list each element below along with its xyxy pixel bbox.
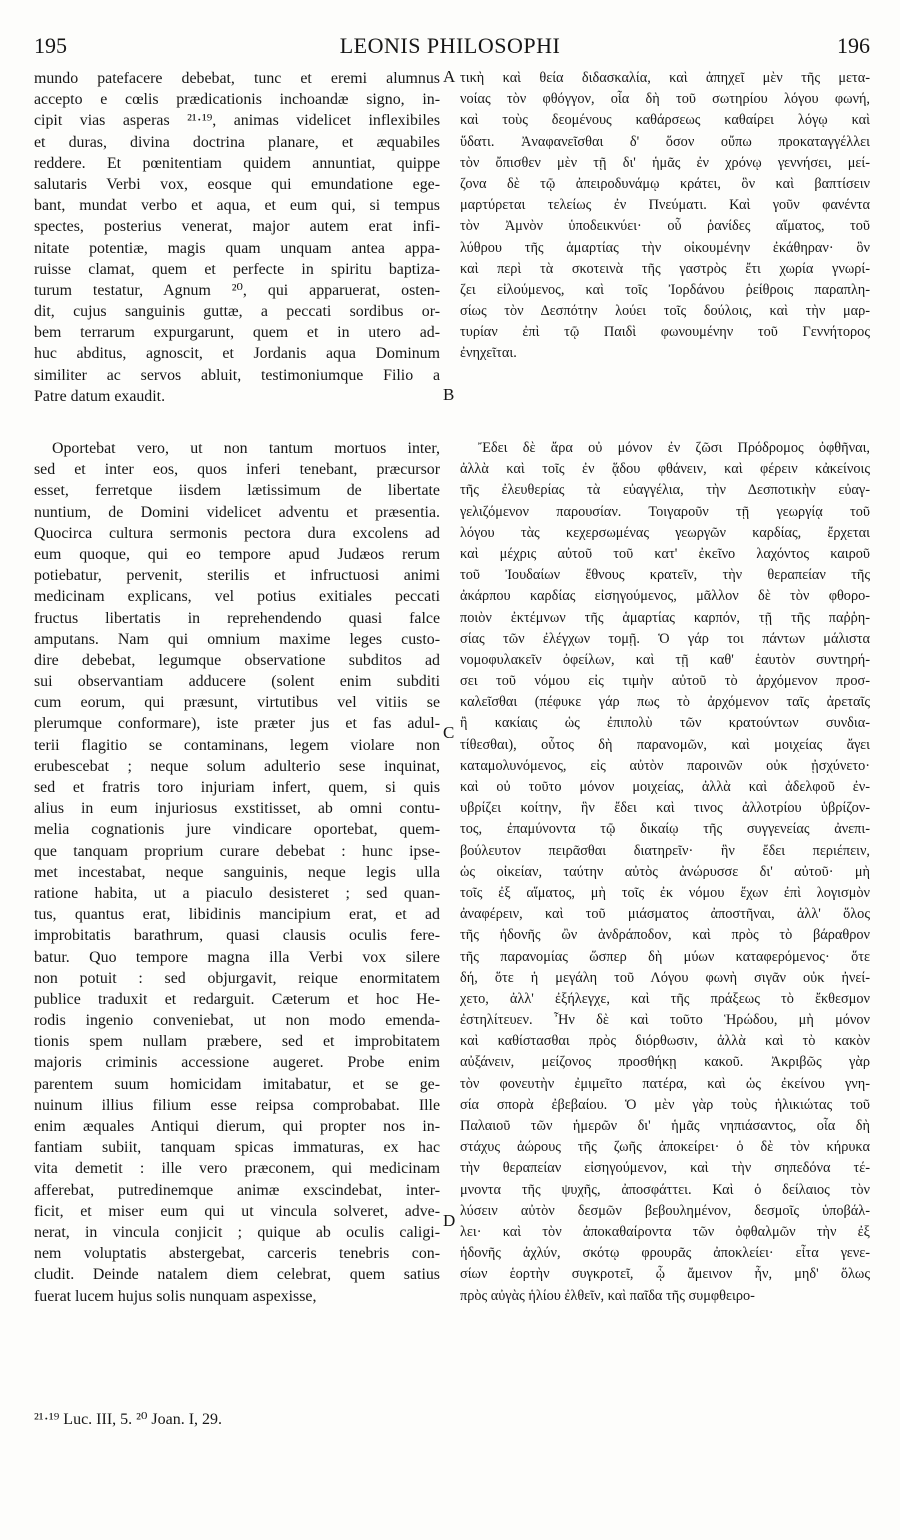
text-line: ὕδατι. Ἀναφανεῖσθαι δ' ὅσον οὔπω προκαταγγέλλει <box>460 133 870 150</box>
text-line: eum quoque, qui eo tempore apud Judæos rerum <box>34 545 440 563</box>
text-line: δή, ὅτε ἡ μεγάλη τοῦ Λόγου φωνὴ σιγᾶν οὐκ ἠνεί- <box>460 969 870 986</box>
text-line: medicinam explicans, vel potius exitiales peccati <box>34 588 440 606</box>
text-line: amputans. Nam qui omnium maxime leges custo- <box>34 630 440 648</box>
text-line: batur. Quo tempore magna illa Verbi vox silere <box>34 948 440 966</box>
text-line: ἡδονῆς ἀχλύν, σκότῳ φρουρᾶς ἀποκλείει· εἶτα γενε- <box>460 1245 870 1262</box>
text-line: Ἔδει δὲ ἄρα οὐ μόνον ἐν ζῶσι Πρόδρομος ὀφθῆναι, <box>478 440 870 456</box>
text-line: τος, ἐπαμύνοντα τῷ δικαίῳ τῆς συγγενείας ἀνεπι- <box>460 821 870 838</box>
text-line: met incestabat, neque sanguinis, neque legis ulla <box>34 863 440 881</box>
text-line: terii flagitio se contaminans, legem violare non <box>34 736 440 754</box>
text-line: ὡς οἰκείαν, ταύτην αὐτὸς ἀνώρυσσε δι' αὐτοῦ· μὴ <box>460 863 870 880</box>
text-line: tionis spem nullam præbere, sed et improbitatem <box>34 1033 440 1051</box>
text-line: τὸν ὄπισθεν μὲν τῇ δι' ἡμᾶς ἐν χρόνῳ γεννήσει, μεί- <box>460 154 870 171</box>
page-number-right: 196 <box>837 33 870 58</box>
running-title: LEONIS PHILOSOPHI <box>339 33 561 58</box>
text-line: λύθρου τῆς ἁμαρτίας τὴν οἰκουμένην ἐκάθηραν· ὃν <box>460 239 870 256</box>
text-line: melia cognationis jure vindicare oportebat, quem- <box>34 821 440 839</box>
text-line: esset, ferretque iisdem lætissimum de libertate <box>34 482 440 500</box>
text-line: erubescebat ; neque solum adulterio sese inquinat, <box>34 757 440 775</box>
text-line: fuerat lucem hujus solis nunquam aspexisse, <box>34 1287 317 1305</box>
text-line: Patre datum exaudit. <box>34 387 166 405</box>
text-line: fantiam subiit, tanquam spicas immaturas, ex hac <box>34 1139 440 1157</box>
text-line: πρὸς αὐγὰς ἡλίου ἐλθεῖν, καὶ παῖδα τῆς συμφθειρο- <box>460 1287 755 1304</box>
text-line: καὶ μέχρις αὐτοῦ τοῦ κατ' ἐκεῖνο λαχόντος καιροῦ <box>460 545 870 562</box>
text-line: ἀκάρπου καρδίας εἰσηγούμενος, μᾶλλον δὲ τὸν φθορο- <box>460 588 870 605</box>
latin-paragraph-1 <box>34 68 440 407</box>
text-line: καὶ τοὺς δεομένους καθάρσεως καθαίρει λόγῳ καὶ <box>460 112 870 129</box>
text-line: καὶ οὐ τοῦτο μόνον μοιχείας, ἀλλὰ καὶ ἀδελφοῦ ἐν- <box>460 779 870 795</box>
margin-letter-d: D <box>443 1211 456 1230</box>
text-line: σίων ἑορτὴν συγκροτεῖ, ᾧ ἄμεινον ἦν, μηδ' ὅλως <box>460 1266 870 1283</box>
page-number-left: 195 <box>34 33 67 58</box>
text-line: huc abditus, agnoscit, et Jordanis aqua Dominum <box>34 345 440 363</box>
text-line: cum eorum, qui præsunt, virtutibus vel vitiis se <box>34 694 440 712</box>
text-line: τῆς παρανομίας ὥσπερ δὴ μύων καταφερόμενος· ὅτε <box>460 948 870 965</box>
text-line: ἀναφέρειν, καὶ τοῦ μιάσματος ἀποστῆναι, ἀλλ' ὅλος <box>460 906 870 923</box>
text-line: vita demetit : ille vero præconem, qui medicinam <box>34 1160 440 1178</box>
text-line: tus, quantus erat, libidinis mancipium erat, et ad <box>34 906 440 924</box>
text-line: νομοφυλακεῖν ὀφείλων, καὶ τῇ καθ' ἑαυτὸν συντηρή- <box>460 651 870 668</box>
text-line: spectes, posterius venerat, major autem erat infi- <box>34 218 440 236</box>
text-line: τῆς ἡδονῆς ὢν ἀνδράποδον, καὶ πρὸς τὸ βάραθρον <box>460 927 870 944</box>
text-line: enim æquales Antiqui dierum, qui propter nos in- <box>34 1118 440 1135</box>
text-line: σίως τὸν Δεσπότην λούει τοῖς δούλοις, καὶ τὴν μαρ- <box>460 303 870 320</box>
text-line: fructus libertatis in reprehendendo quasi falce <box>34 609 440 627</box>
text-line: τὸν Ἀμνὸν ὑποδεικνύει· οὗ ῥανίδες αἵματος, τοῦ <box>460 218 870 235</box>
text-line: λει· καὶ τὸν ἀποκαθαίροντα τῶν ὀφθαλμῶν τὴν ἐξ <box>460 1223 870 1240</box>
text-line: sed et inter eos, quos inferi tenebant, præcursor <box>34 461 440 479</box>
text-line: αὐξάνειν, μείζονος προσθήκῃ κακοῦ. Ἀκριβῶς γὰρ <box>460 1054 870 1071</box>
greek-paragraph-2 <box>460 438 870 1307</box>
greek-paragraph-1 <box>460 68 870 365</box>
text-line: afferebat, putredinemque animæ exscindebat, inter- <box>34 1181 440 1199</box>
text-line: plerumque conformare), iste præter jus et fas adul- <box>34 715 440 733</box>
margin-letter-b: B <box>443 385 455 404</box>
text-line: potiebatur, pervenit, sterilis et infructuosi animi <box>34 567 440 585</box>
text-line: et duras, divina doctrina planare, et æquabiles <box>34 133 440 151</box>
text-line: accepto e cœlis prædicationis inchoandæ signo, in- <box>34 91 440 109</box>
text-line: ἀλλὰ καὶ τοῖς ἐν ᾅδου φθάνειν, καὶ φέρειν κἀκείνοις <box>460 461 870 478</box>
text-line: σία σπορὰ ἐβεβαίου. Ὁ μὲν γὰρ τοὺς ἡλικιώτας τοῦ <box>460 1096 870 1113</box>
text-line: nem voluptatis abstergebat, carceris tenebris con- <box>34 1245 440 1263</box>
text-line: dit, cujus sanguinis guttæ, a peccati sordibus or- <box>34 303 440 321</box>
text-line: salutaris Verbi vox, eosque qui emundatione ege- <box>34 175 440 193</box>
text-line: cludit. Deinde natalem diem celebrat, quem satius <box>34 1266 440 1284</box>
text-line: publice traduxit et redarguit. Cæterum et hoc He- <box>34 990 440 1008</box>
text-line: καὶ περὶ τὰ σκοτεινὰ τῆς γαστρὸς ἔτι χωρία γνωρί- <box>460 260 870 277</box>
text-line: ποιὸν ἐκτέμνων τῆς ἁμαρτίας καρπόν, τῇ τῆς παῤῥη- <box>460 609 870 626</box>
text-line: similiter ac servos abluit, testimoniumque Filio a <box>34 366 440 384</box>
text-line: σει τοῦ νόμου εἰς τιμὴν αὐτοῦ τὸ ἀρχόμενον προσ- <box>460 673 870 690</box>
text-line: sui observantiam adducere (solent enim subditi <box>34 673 440 691</box>
text-line: χετο, ἀλλ' ἐξήλεγχε, καὶ τῆς πράξεως τὸ ἔκθεσμον <box>460 990 870 1007</box>
text-line: βούλευτον πειρᾶσθαι διατηρεῖν· ἣν ἔδει περιέπειν, <box>460 842 870 859</box>
text-line: nitate potentiæ, magis quam unquam antea appa- <box>34 239 440 257</box>
text-line: τυρίαν ἐπὶ τῷ Παιδὶ φωνουμένην τοῦ Γεννήτορος <box>460 324 870 341</box>
text-line: τοῦ Ἰουδαίων ἔθνους κρατεῖν, τὴν θεραπείαν τῆς <box>460 567 870 584</box>
text-line: mundo patefacere debebat, tunc et eremi alumnus <box>34 70 440 87</box>
margin-letter-c: C <box>443 723 455 742</box>
text-line: τῆς ἐλευθερίας τὰ εὐαγγέλια, τὴν Δεσποτικὴν εὐαγ- <box>460 482 870 499</box>
text-line: τίθεσθαι), οὗτος δὴ παρανομῶν, καὶ μοιχείας ἄγει <box>460 736 870 753</box>
text-line: Quocirca cultura sermonis pectora dura excolens ad <box>34 524 440 542</box>
text-line: καταμολυνόμενος, εἰς αὐτὸν παροινῶν οὐκ ᾐσχύνετο· <box>460 757 870 774</box>
text-line: τὴν θεραπείαν εἰσηγούμενον, καὶ τὴν σηπεδόνα τέ- <box>460 1160 870 1177</box>
footnote: ²¹·¹⁹ Luc. III, 5. ²⁰ Joan. I, 29. <box>34 1411 223 1428</box>
text-line: μνοντα τῆς ψυχῆς, ἀποσφάττει. Καὶ ὁ δείλαιος τὸν <box>460 1181 870 1198</box>
text-line: dire debebat, legumque observatione subditos ad <box>34 651 440 669</box>
text-line: ἢ κακίαις ὡς ἐπιπολὺ τῶν κρατούντων συνδια- <box>460 715 870 732</box>
text-line: alius in eum injuriosus exstitisset, ab omni contu- <box>34 800 440 818</box>
text-line: nerat, in vincula conjicit ; quique ab oculis caligi- <box>34 1223 440 1241</box>
text-line: que tanquam proprium curare debebat : hunc ipse- <box>34 842 440 860</box>
text-line: ratione habita, ut a piaculo desisteret ; sed quan- <box>34 884 440 902</box>
text-line: ζει εἰλούμενος, καὶ τοῖς Ἰορδάνου ῥείθροις παραπλη- <box>460 281 870 298</box>
text-line: bem terrarum expurgarunt, quem et in utero ad- <box>34 324 440 342</box>
text-line: reddere. Et pœnitentiam quidem annuntiat, quippe <box>34 154 440 172</box>
text-line: improbitatis barathrum, quasi clausis oculis fere- <box>34 927 440 945</box>
text-line: rodis ingenio conveniebat, ut non modo emenda- <box>34 1012 440 1030</box>
text-line: majoris criminis accessione augeret. Probe enim <box>34 1054 440 1072</box>
text-line: λόγου τὰς κεχερσωμένας γεωργῶν καρδίας, ἔρχεται <box>460 524 870 541</box>
text-line: nuinum illius filium esse reipsa comprobabat. Ille <box>34 1096 440 1114</box>
text-line: ἐστηλίτευεν. Ἦν δὲ καὶ τοῦτο Ἡρώδου, μὴ μόνον <box>460 1012 870 1029</box>
text-line: Oportebat vero, ut non tantum mortuos inter, <box>52 440 440 457</box>
text-line: μαρτύρεται τελείως ἐν Πνεύματι. Καὶ γοῦν φανέντα <box>460 197 870 214</box>
text-line: ruisse clamat, quem et perfecte in spiritu baptiza- <box>34 260 440 278</box>
text-line: καὶ καθίστασθαι πρὸς διόρθωσιν, ἀλλὰ καὶ τὸ κακὸν <box>460 1033 870 1050</box>
text-line: τικὴ καὶ θεία διδασκαλία, καὶ ἀπηχεῖ μὲν τῆς μετα- <box>460 70 870 86</box>
latin-paragraph-2 <box>34 438 440 1307</box>
text-line: γελιζόμενον παρουσίαν. Τοιγαροῦν τῇ γεωργίᾳ τοῦ <box>460 503 870 520</box>
text-line: ζονα δὲ τῷ ἀπειροδυνάμῳ κράτει, ὃν καὶ βαπτίσειν <box>460 175 870 192</box>
text-line: bant, mundat verbo et aqua, et eum qui, si tempus <box>34 197 440 215</box>
text-line: νοίας τὸν φθόγγον, οἷα δὴ τοῦ σωτηρίου λόγου φωνή, <box>460 91 870 108</box>
text-line: sed et fratris toro injuriam infert, quem, si quis <box>34 779 440 796</box>
text-line: στάχυς ἀώρους τῆς ζωῆς ἀποκείρει· ὁ δὲ τὸν κήρυκα <box>460 1139 870 1156</box>
text-line: non potuit : sed objurgavit, reique enormitatem <box>34 969 440 987</box>
text-line: parentem suum homicidam imitabatur, et se ge- <box>34 1075 440 1093</box>
text-line: ἐνηχεῖται. <box>460 345 517 362</box>
text-line: turum testatur, Agnum ²⁰, qui apparuerat, osten- <box>34 281 440 299</box>
text-line: ficit, et miser eum qui ut vincula solveret, adve- <box>34 1202 440 1220</box>
text-line: τὸν φονευτὴν ἐμιμεῖτο πατέρα, καὶ ὡς ἐκείνου γνη- <box>460 1075 870 1092</box>
text-line: cipit vias asperas ²¹·¹⁹, animas videlicet inflexibiles <box>34 112 440 130</box>
margin-letter-a: A <box>443 67 456 86</box>
text-line: nuntium, de Domini videlicet adventu et præsentia. <box>34 503 440 521</box>
text-line: υβρίζει κοίτην, ἣν ἔδει καὶ τινος ἀλλοτρίου ὑβρίζον- <box>460 800 870 817</box>
text-line: τοῖς ἐξ αἵματος, μὴ τοῖς ἐκ νόμου ἔχων ἐπὶ λογισμὸν <box>460 884 870 901</box>
text-line: Παλαιοῦ τῶν ἡμερῶν δι' ἡμᾶς νηπιάσαντος, οἷα δὴ <box>460 1118 870 1134</box>
text-line: καλεῖσθαι (πέφυκε γάρ πως τὸ ἀρχόμενον ταῖς ἀρεταῖς <box>460 694 870 711</box>
text-line: λύσειν αὐτὸν δεσμῶν βεβουλημένον, δεσμοῖς ὑποβάλ- <box>460 1202 870 1219</box>
text-line: σίας τῶν ἐλέγχων τομῇ. Ὁ γάρ τοι πάντων μάλιστα <box>460 630 870 647</box>
